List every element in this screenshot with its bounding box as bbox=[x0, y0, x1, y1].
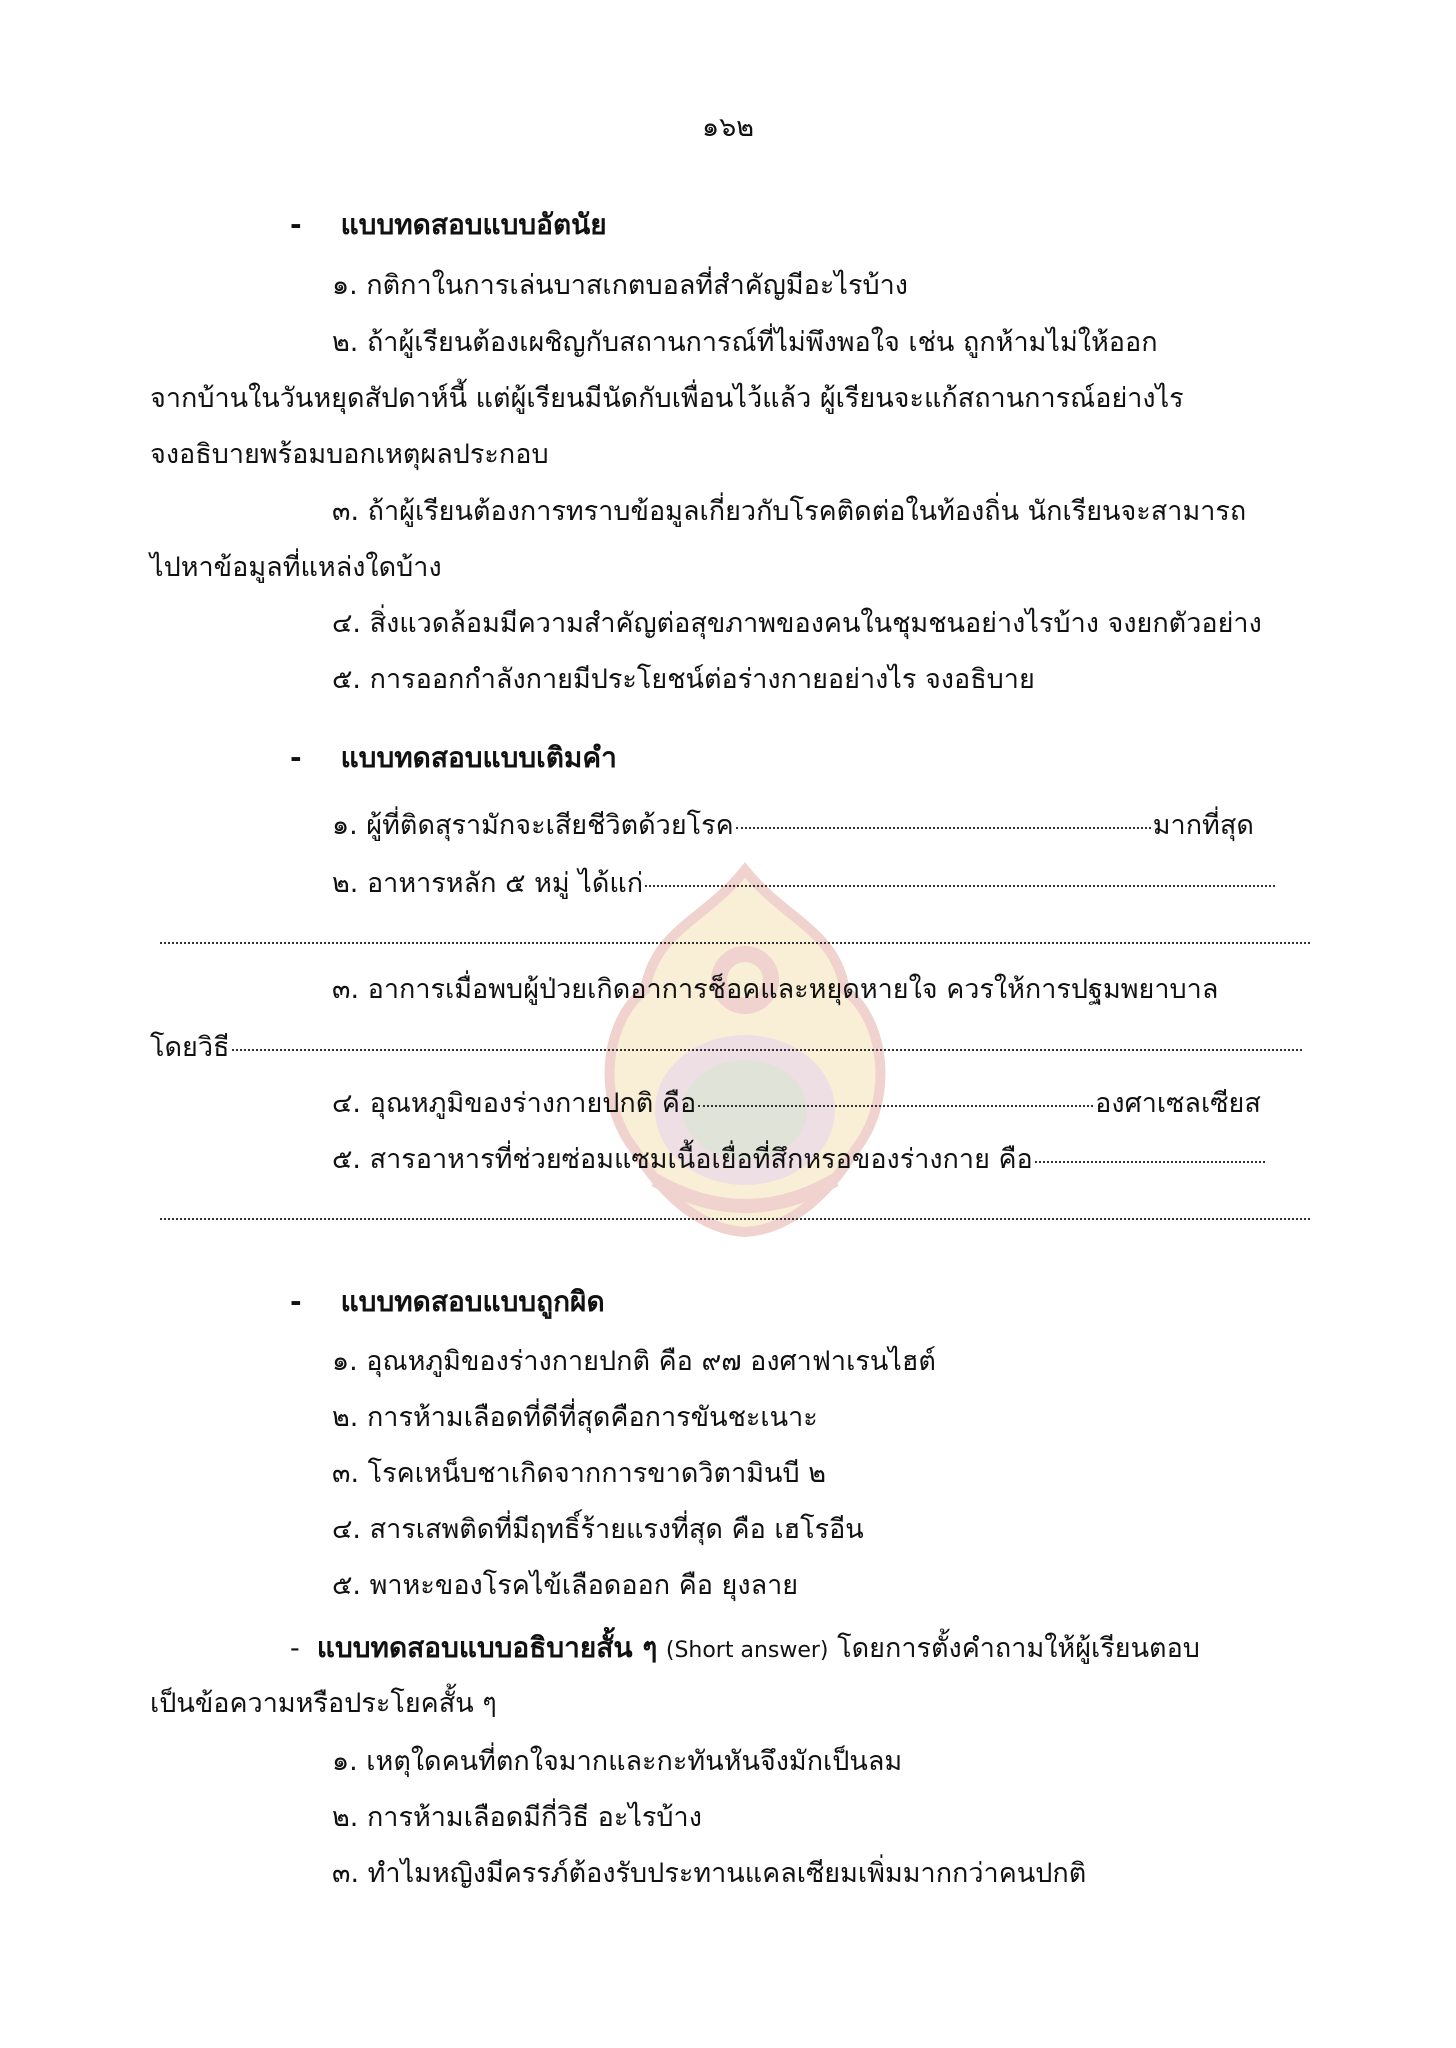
fill-question-5-text: ๕. สารอาหารที่ช่วยซ่อมแซมเนื้อเยื่อที่สึกหรอของร่างกาย คือ bbox=[332, 1144, 1033, 1175]
fill-blank-5-continued[interactable] bbox=[160, 1218, 1310, 1220]
essay-question-3-line-2: ไปหาข้อมูลที่แหล่งใดบ้าง bbox=[150, 552, 442, 583]
essay-question-2-line-1: ๒. ถ้าผู้เรียนต้องเผชิญกับสถานการณ์ที่ไม่พึงพอใจ เช่น ถูกห้ามไม่ให้ออก bbox=[332, 327, 1158, 358]
section-fill-title: แบบทดสอบแบบเติมคำ bbox=[340, 741, 617, 774]
fill-question-2 bbox=[332, 864, 1312, 904]
fill-question-4 bbox=[332, 1084, 1312, 1124]
section-short-intro: โดยการตั้งคำถามให้ผู้เรียนตอบ bbox=[837, 1633, 1200, 1664]
short-question-2: ๒. การห้ามเลือดมีกี่วิธี อะไรบ้าง bbox=[332, 1802, 702, 1833]
fill-question-2-text: ๒. อาหารหลัก ๕ หมู่ ได้แก่ bbox=[332, 868, 644, 899]
fill-question-3-line-1: ๓. อาการเมื่อพบผู้ป่วยเกิดอาการช็อคและหยุดหายใจ ควรให้การปฐมพยาบาล bbox=[332, 974, 1219, 1005]
section-short-english: (Short answer) bbox=[665, 1638, 829, 1663]
short-question-1: ๑. เหตุใดคนที่ตกใจมากและกะทันหันจึงมักเป็นลม bbox=[332, 1746, 903, 1777]
section-short-title: แบบทดสอบแบบอธิบายสั้น ๆ bbox=[316, 1631, 658, 1664]
fill-question-1-end: มากที่สุด bbox=[1152, 810, 1254, 841]
fill-question-3-text: โดยวิธี bbox=[150, 1032, 230, 1063]
fill-question-1 bbox=[332, 806, 1312, 846]
tf-question-2: ๒. การห้ามเลือดที่ดีที่สุดคือการขันชะเนาะ bbox=[332, 1402, 818, 1433]
fill-question-4-text: ๔. อุณหภูมิของร่างกายปกติ คือ bbox=[332, 1088, 697, 1119]
essay-question-2-line-3: จงอธิบายพร้อมบอกเหตุผลประกอบ bbox=[150, 439, 549, 470]
fill-blank-5[interactable] bbox=[1035, 1159, 1265, 1163]
essay-question-3-line-1: ๓. ถ้าผู้เรียนต้องการทราบข้อมูลเกี่ยวกับโรคติดต่อในท้องถิ่น นักเรียนจะสามารถ bbox=[332, 496, 1247, 527]
page-number: ๑๖๒ bbox=[701, 112, 755, 143]
section-tf-title: แบบทดสอบแบบถูกผิด bbox=[340, 1285, 605, 1318]
fill-blank-3[interactable] bbox=[232, 1047, 1302, 1051]
section-short-heading bbox=[290, 1628, 1320, 1671]
fill-blank-2-continued[interactable] bbox=[160, 942, 1310, 944]
section-fill-dash: - bbox=[290, 741, 302, 774]
fill-blank-2[interactable] bbox=[645, 883, 1275, 887]
fill-blank-4[interactable] bbox=[698, 1103, 1093, 1107]
fill-question-4-end: องศาเซลเซียส bbox=[1095, 1088, 1261, 1119]
tf-question-1: ๑. อุณหภูมิของร่างกายปกติ คือ ๙๗ องศาฟาเรนไฮต์ bbox=[332, 1346, 936, 1377]
section-tf-dash: - bbox=[290, 1285, 302, 1318]
section-short-intro-line-2: เป็นข้อความหรือประโยคสั้น ๆ bbox=[150, 1688, 497, 1719]
fill-question-3-line-2 bbox=[150, 1028, 1310, 1068]
fill-blank-1[interactable] bbox=[736, 825, 1151, 829]
essay-question-4: ๔. สิ่งแวดล้อมมีความสำคัญต่อสุขภาพของคนในชุมชนอย่างไรบ้าง จงยกตัวอย่าง bbox=[332, 608, 1262, 639]
essay-question-2-line-2: จากบ้านในวันหยุดสัปดาห์นี้ แต่ผู้เรียนมีนัดกับเพื่อนไว้แล้ว ผู้เรียนจะแก้สถานการณ์อย่างไร bbox=[150, 383, 1184, 414]
tf-question-5: ๕. พาหะของโรคไข้เลือดออก คือ ยุงลาย bbox=[332, 1570, 799, 1601]
essay-question-5: ๕. การออกกำลังกายมีประโยชน์ต่อร่างกายอย่างไร จงอธิบาย bbox=[332, 664, 1035, 695]
fill-question-5 bbox=[332, 1140, 1312, 1180]
section-short-dash: - bbox=[290, 1633, 300, 1664]
essay-question-1: ๑. กติกาในการเล่นบาสเกตบอลที่สำคัญมีอะไรบ้าง bbox=[332, 270, 908, 301]
tf-question-3: ๓. โรคเหน็บชาเกิดจากการขาดวิตามินบี ๒ bbox=[332, 1458, 827, 1489]
section-essay-title: แบบทดสอบแบบอัตนัย bbox=[340, 208, 607, 241]
fill-question-1-text: ๑. ผู้ที่ติดสุรามักจะเสียชีวิตด้วยโรค bbox=[332, 810, 734, 841]
section-fill-heading bbox=[290, 738, 617, 778]
short-question-3: ๓. ทำไมหญิงมีครรภ์ต้องรับประทานแคลเซียมเพิ่มมากกว่าคนปกติ bbox=[332, 1858, 1087, 1889]
section-tf-heading bbox=[290, 1282, 605, 1322]
tf-question-4: ๔. สารเสพติดที่มีฤทธิ์ร้ายแรงที่สุด คือ เฮโรอีน bbox=[332, 1514, 864, 1545]
section-essay-heading bbox=[290, 205, 607, 245]
section-essay-dash: - bbox=[290, 208, 302, 241]
